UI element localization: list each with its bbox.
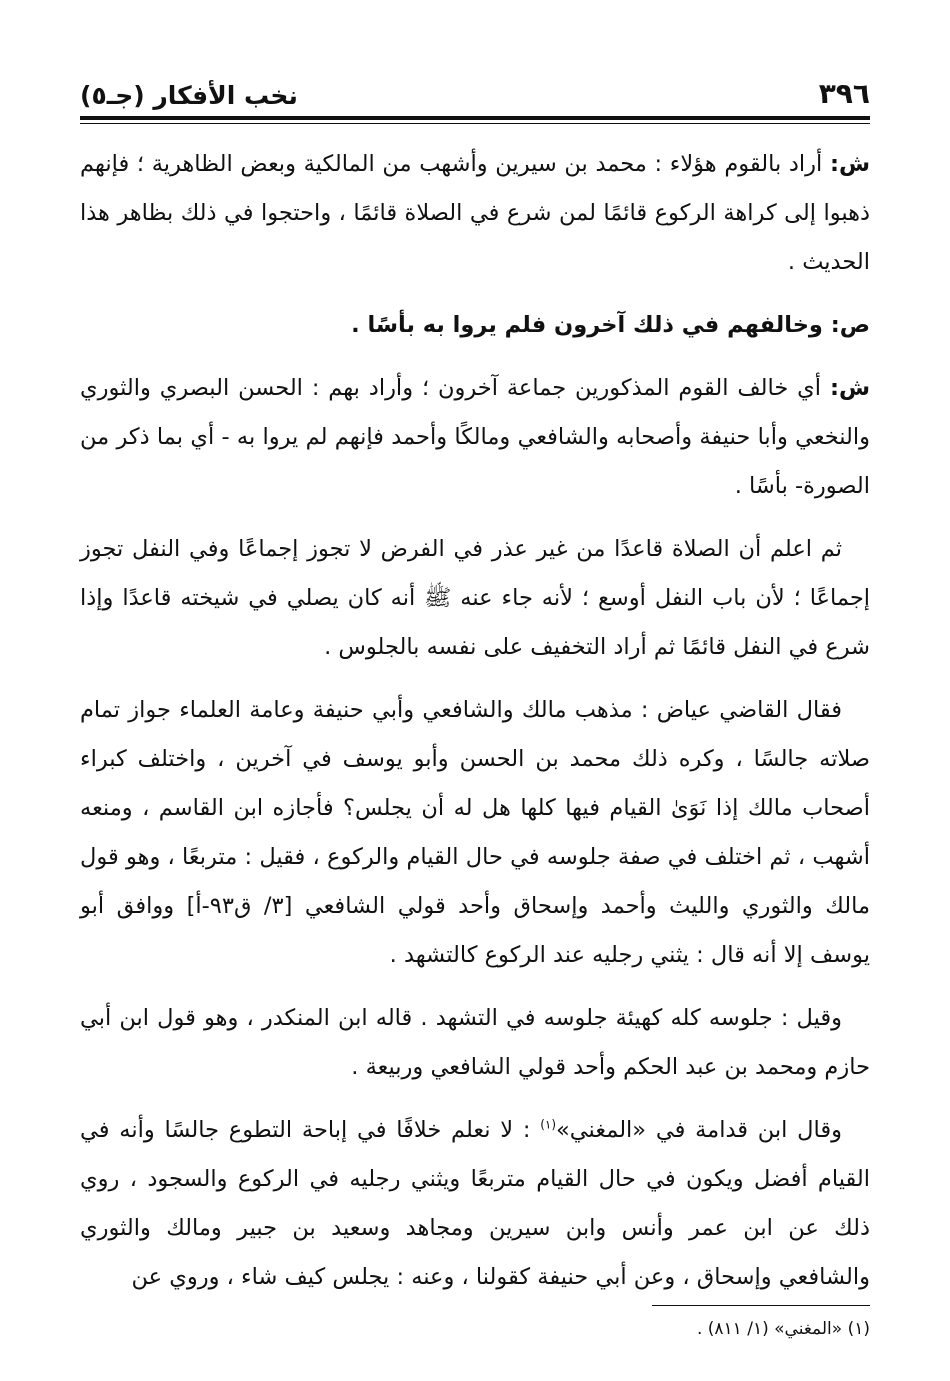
page-number: ٣٩٦: [818, 77, 870, 110]
footnote-divider: [652, 1305, 870, 1306]
matn-marker: ص:: [830, 312, 870, 338]
paragraph-text: وخالفهم في ذلك آخرون فلم يروا به بأسًا .: [351, 312, 831, 338]
paragraph-commentary-2: [80, 364, 870, 511]
header-rule-thin: [80, 123, 870, 124]
paragraph-tashahhud: [80, 994, 870, 1092]
book-title: نخب الأفكار (جـ٥): [80, 81, 298, 110]
paragraph-qadi-iyad: [80, 686, 870, 980]
paragraph-text: أي خالف القوم المذكورين جماعة آخرون ؛ وأراد بهم : الحسن البصري والثوري والنخعي وأبا حنيفة وأصحابه والشافعي ومالكًا وأحمد فإنهم لم يروا به - أي بما ذكر من الصورة- بأسًا .: [80, 375, 870, 499]
commentary-marker: ش:: [829, 151, 870, 177]
footnote: (١) «المغني» (١/ ٨١١) .: [696, 1319, 870, 1339]
paragraph-nafl-ruling: [80, 525, 870, 672]
footnote-reference[interactable]: (١): [540, 1117, 557, 1132]
running-header: [80, 60, 870, 110]
page: [80, 60, 870, 1316]
body-text: [80, 140, 870, 1302]
paragraph-text: أراد بالقوم هؤلاء : محمد بن سيرين وأشهب من المالكية وبعض الظاهرية ؛ فإنهم ذهبوا إلى كراهة الركوع قائمًا لمن شرع في الصلاة قائمًا ، واحتجوا في ذلك بظاهر هذا الحديث .: [80, 151, 870, 275]
paragraph-commentary-1: [80, 140, 870, 287]
paragraph-ibn-qudama: [80, 1106, 870, 1302]
paragraph-text: وقيل : جلوسه كله كهيئة جلوسه في التشهد . قاله ابن المنكدر ، وهو قول ابن أبي حازم ومحمد بن عبد الحكم وأحد قولي الشافعي وربيعة .: [80, 1005, 870, 1080]
paragraph-matn: [80, 301, 870, 350]
paragraph-text: ثم اعلم أن الصلاة قاعدًا من غير عذر في الفرض لا تجوز إجماعًا وفي النفل تجوز إجماعًا ؛ لأن باب النفل أوسع ؛ لأنه جاء عنه ﷺ أنه كان يصلي في شيخته قاعدًا وإذا شرع في النفل قائمًا ثم أراد التخفيف على نفسه بالجلوس .: [80, 536, 870, 660]
commentary-marker: ش:: [829, 375, 870, 401]
paragraph-text-before: وقال ابن قدامة في «المغني»: [556, 1117, 843, 1143]
paragraph-text: فقال القاضي عياض : مذهب مالك والشافعي وأبي حنيفة وعامة العلماء جواز تمام صلاته جالسًا ، وكره ذلك محمد بن الحسن وأبو يوسف في آخرين ، واختلف كبراء أصحاب مالك إذا نَوَىٰ القيام فيها كلها هل له أن يجلس؟ فأجازه ابن القاسم ، ومنعه أشهب ، ثم اختلف في صفة جلوسه في حال القيام والركوع ، فقيل : متربعًا ، وهو قول مالك والثوري والليث وأحمد وإسحاق وأحد قولي الشافعي [٣/ ق٩٣-أ] ووافق أبو يوسف إلا أنه قال : يثني رجليه عند الركوع كالتشهد .: [80, 697, 870, 968]
paragraph-text-after: : لا نعلم خلافًا في إباحة التطوع جالسًا وأنه في القيام أفضل ويكون في حال القيام متربعًا ويثني رجليه في الركوع والسجود ، روي ذلك عن ابن عمر وأنس وابن سيرين ومجاهد وسعيد بن جبير ومالك والثوري والشافعي وإسحاق ، وعن أبي حنيفة كقولنا ، وعنه : يجلس كيف شاء ، وروي عن: [80, 1117, 870, 1290]
header-rule-thick: [80, 116, 870, 120]
